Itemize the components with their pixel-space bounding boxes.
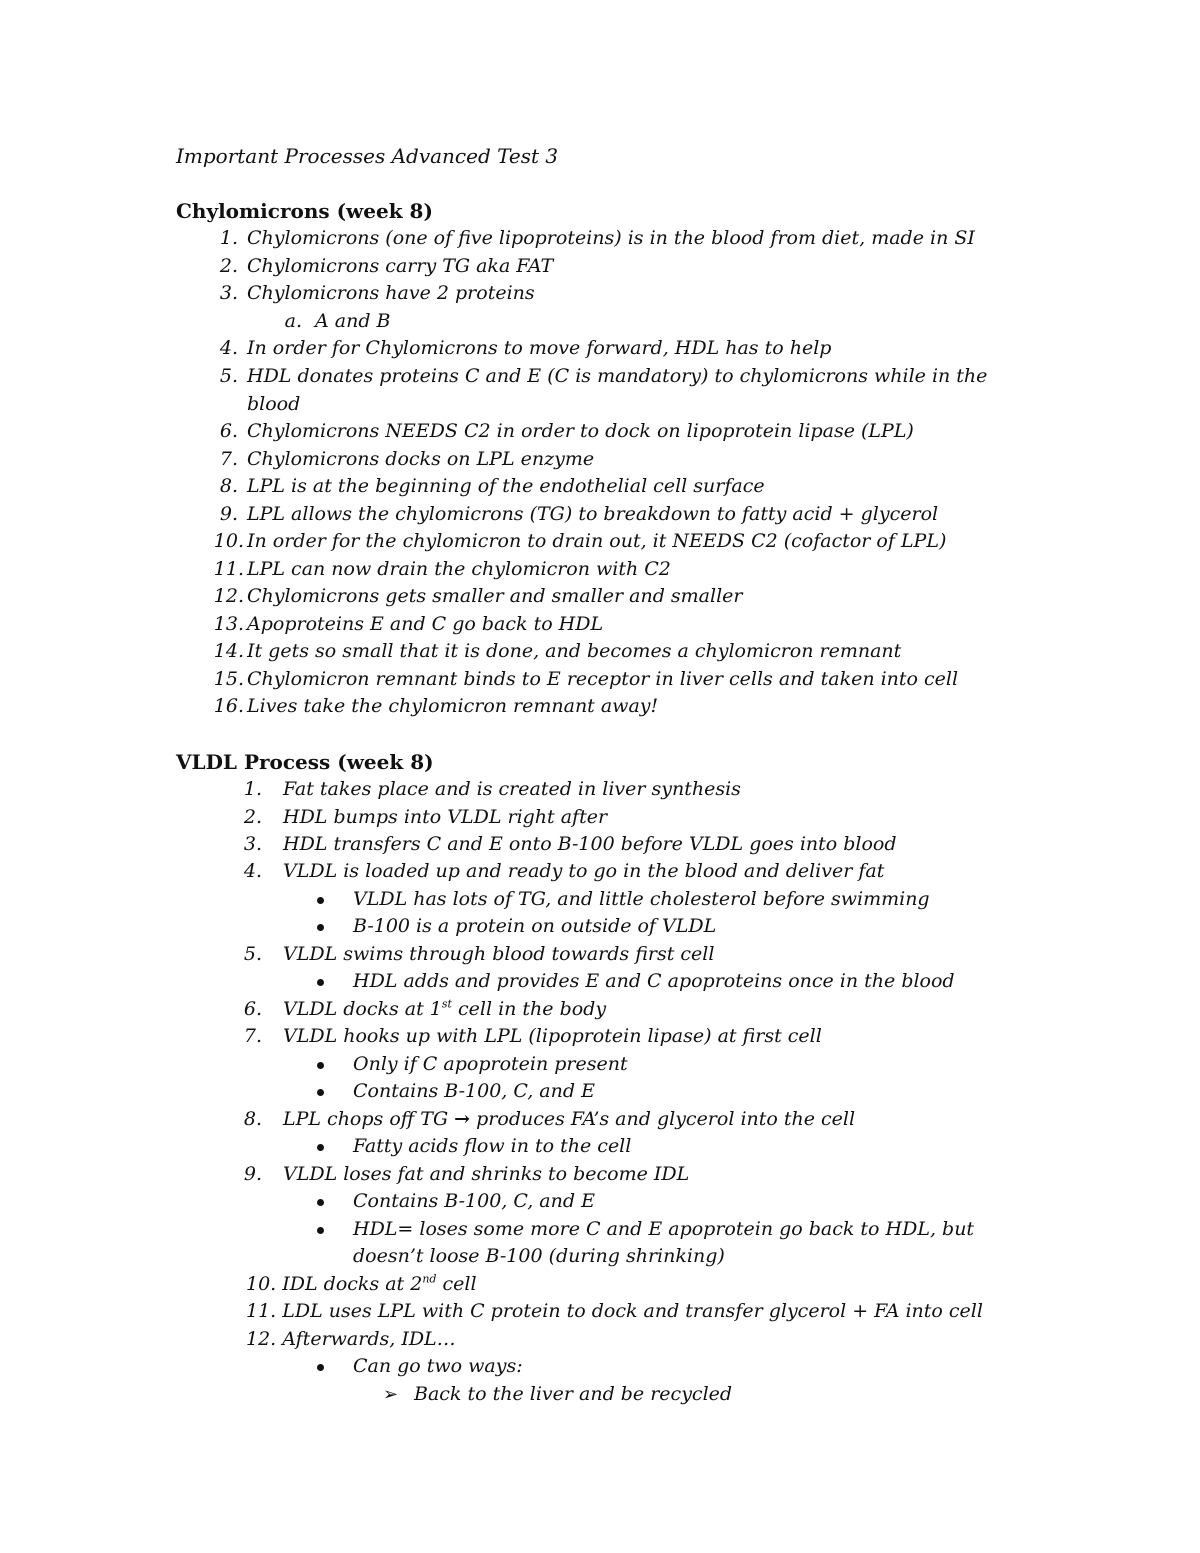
bullet-icon xyxy=(317,897,324,904)
bullet-icon xyxy=(317,1227,324,1234)
bullet-icon xyxy=(317,979,324,986)
superscript: nd xyxy=(422,1272,437,1286)
bullet-icon xyxy=(317,1062,324,1069)
section-heading-vldl: VLDL Process (week 8) xyxy=(176,750,434,774)
bullet-icon xyxy=(317,1199,324,1206)
document-title: Important Processes Advanced Test 3 xyxy=(176,144,559,168)
bullet-icon xyxy=(317,924,324,931)
superscript: st xyxy=(441,997,452,1011)
right-arrow-icon: → xyxy=(454,1108,471,1130)
bullet-icon xyxy=(317,1144,324,1151)
document-page: Important Processes Advanced Test 3 Chylomicrons (week 8) 1. Chylomicrons (one of five lipoproteins) is in the blood from diet, made in SI 2. Chylomicrons carry TG aka FAT 3. Chylomicrons have 2 proteins a. A and B 4. In order for Chylomicrons to move forward, HDL has to help 5. HDL donates proteins C and E (C is mandatory) to chylomicrons while in the blood 6. Chylomicrons NEEDS C2 in order to dock on lipoprotein lipase (LPL) 7. Chylomicrons docks on LPL enzyme 8. LPL is at the beginning of the endothelial cell surface 9. LPL allows the chylomicrons (TG) to breakdown to fatty acid + glycerol 10. In order for the chylomicron to drain out, it NEEDS C2 (cofactor of LPL) 11. LPL can now drain the chylomicron with C2 12. Chylomicrons gets smaller and smaller and smaller 13. Apoproteins E and C go back to HDL 14. It gets so small that it is done, and becomes a chylomicron remnant 15. Chylomicron remnant binds to E receptor in liver cells and taken into cell 16. Lives take the chylomicron remnant away! VLDL Process (week 8) 1. Fat takes place and is created in liver synthesis 2. HDL bumps into VLDL right after 3. HDL transfers C and E onto B-100 before VLDL goes into blood 4. VLDL is loaded up and ready to go in the blood and deliver fat VLDL has lots of TG, and little cholesterol before swimming B-100 is a protein on outside of VLDL 5. VLDL swims through blood towards first cell HDL adds and provides E and C apoproteins once in the blood 6. VLDL docks at 1st cell in the body 7. VLDL hooks up with LPL (lipoprotein lipase) at first cell Only if C apoprotein present Contains B-100, C, and E 8. LPL chops off TG → produces FA’s and glycerol into the cell Fatty acids flow in to the cell 9. VLDL loses fat and shrinks to become IDL Contains B-100, C, and E HDL= loses some more C and E apoprotein go back to HDL, but doesn’t loose B-100 (during shrinking) 10. IDL docks at 2nd cell 11. LDL uses LPL with C protein to dock and transfer glycerol + FA into cell 12. Afterwards, IDL… Can go two ways: ➢ Back to the liver and be recycled xyxy=(0,0,1200,1553)
arrowhead-bullet-icon: ➢ xyxy=(383,1384,399,1405)
section-heading-chylomicrons: Chylomicrons (week 8) xyxy=(176,199,433,223)
bullet-icon xyxy=(317,1089,324,1096)
bullet-icon xyxy=(317,1364,324,1371)
